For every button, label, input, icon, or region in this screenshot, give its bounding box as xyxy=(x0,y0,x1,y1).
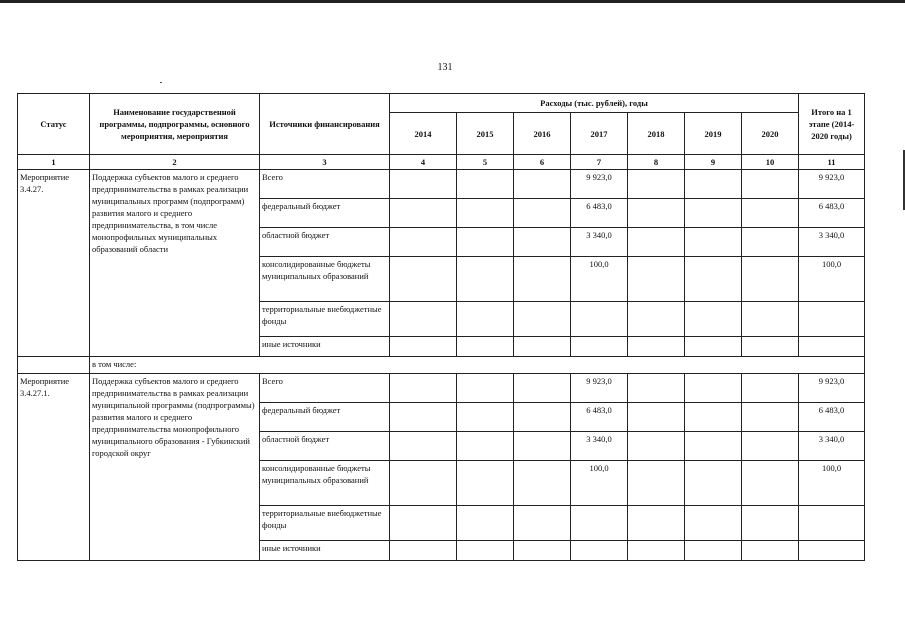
column-number: 6 xyxy=(514,155,571,170)
value-2017 xyxy=(571,337,628,357)
value-2017: 6 483,0 xyxy=(571,403,628,432)
column-number: 1 xyxy=(18,155,90,170)
value-total: 100,0 xyxy=(799,461,865,506)
source-cell: консолидированные бюджеты муниципальных образований xyxy=(260,257,390,302)
value-total: 3 340,0 xyxy=(799,228,865,257)
value-2017: 100,0 xyxy=(571,257,628,302)
source-cell: федеральный бюджет xyxy=(260,403,390,432)
header-name: Наименование государственной программы, подпрограммы, основного мероприятия, мероприятия xyxy=(90,94,260,155)
row-status: Мероприятие 3.4.27.1. xyxy=(18,374,90,561)
value-2017: 6 483,0 xyxy=(571,199,628,228)
value-total: 3 340,0 xyxy=(799,432,865,461)
value-total xyxy=(799,302,865,337)
value-total xyxy=(799,541,865,561)
column-number: 3 xyxy=(260,155,390,170)
column-number: 8 xyxy=(628,155,685,170)
column-number: 10 xyxy=(742,155,799,170)
scan-speck xyxy=(160,82,162,83)
header-sources: Источники финансирования xyxy=(260,94,390,155)
value-total: 100,0 xyxy=(799,257,865,302)
header-year: 2017 xyxy=(571,113,628,155)
source-cell: областной бюджет xyxy=(260,432,390,461)
header-year: 2019 xyxy=(685,113,742,155)
header-total: Итого на 1 этапе (2014-2020 годы) xyxy=(799,94,865,155)
value-2017: 9 923,0 xyxy=(571,374,628,403)
source-cell: консолидированные бюджеты муниципальных образований xyxy=(260,461,390,506)
header-year: 2015 xyxy=(457,113,514,155)
page-number: 131 xyxy=(437,62,453,73)
value-2017: 3 340,0 xyxy=(571,432,628,461)
value-total: 6 483,0 xyxy=(799,199,865,228)
value-total xyxy=(799,337,865,357)
source-cell: территориальные внебюджетные фонды xyxy=(260,506,390,541)
source-cell: областной бюджет xyxy=(260,228,390,257)
value-total: 9 923,0 xyxy=(799,170,865,199)
value-2017 xyxy=(571,506,628,541)
header-year: 2014 xyxy=(390,113,457,155)
value-2017 xyxy=(571,302,628,337)
column-number: 7 xyxy=(571,155,628,170)
header-year: 2016 xyxy=(514,113,571,155)
header-year: 2020 xyxy=(742,113,799,155)
header-expenses: Расходы (тыс. рублей), годы xyxy=(390,94,799,113)
value-total xyxy=(799,506,865,541)
header-status: Статус xyxy=(18,94,90,155)
row-name: Поддержка субъектов малого и среднего предпринимательства в рамках реализации муниципальных программ (подпрограмм) развития малого и среднего предпринимательства, в том числе монопрофильных муниципальных образований области xyxy=(90,170,260,357)
value-total: 6 483,0 xyxy=(799,403,865,432)
column-number: 5 xyxy=(457,155,514,170)
column-number: 2 xyxy=(90,155,260,170)
row-name: Поддержка субъектов малого и среднего предпринимательства в рамках реализации муниципальной программы (подпрограммы) развития малого и среднего предпринимательства монопрофильного муниципального образования - Губкинский городской округ xyxy=(90,374,260,561)
column-number: 9 xyxy=(685,155,742,170)
value-total: 9 923,0 xyxy=(799,374,865,403)
source-cell: иные источники xyxy=(260,541,390,561)
source-cell: территориальные внебюджетные фонды xyxy=(260,302,390,337)
source-cell: федеральный бюджет xyxy=(260,199,390,228)
value-2017: 3 340,0 xyxy=(571,228,628,257)
value-2017 xyxy=(571,541,628,561)
top-border-line xyxy=(0,0,905,3)
source-cell: Всего xyxy=(260,374,390,403)
in-that-number-label: в том числе: xyxy=(90,357,865,374)
value-2017: 9 923,0 xyxy=(571,170,628,199)
header-year: 2018 xyxy=(628,113,685,155)
budget-table xyxy=(17,93,865,561)
value-2017: 100,0 xyxy=(571,461,628,506)
source-cell: иные источники xyxy=(260,337,390,357)
column-number: 11 xyxy=(799,155,865,170)
row-status: Мероприятие 3.4.27. xyxy=(18,170,90,357)
source-cell: Всего xyxy=(260,170,390,199)
column-number: 4 xyxy=(390,155,457,170)
